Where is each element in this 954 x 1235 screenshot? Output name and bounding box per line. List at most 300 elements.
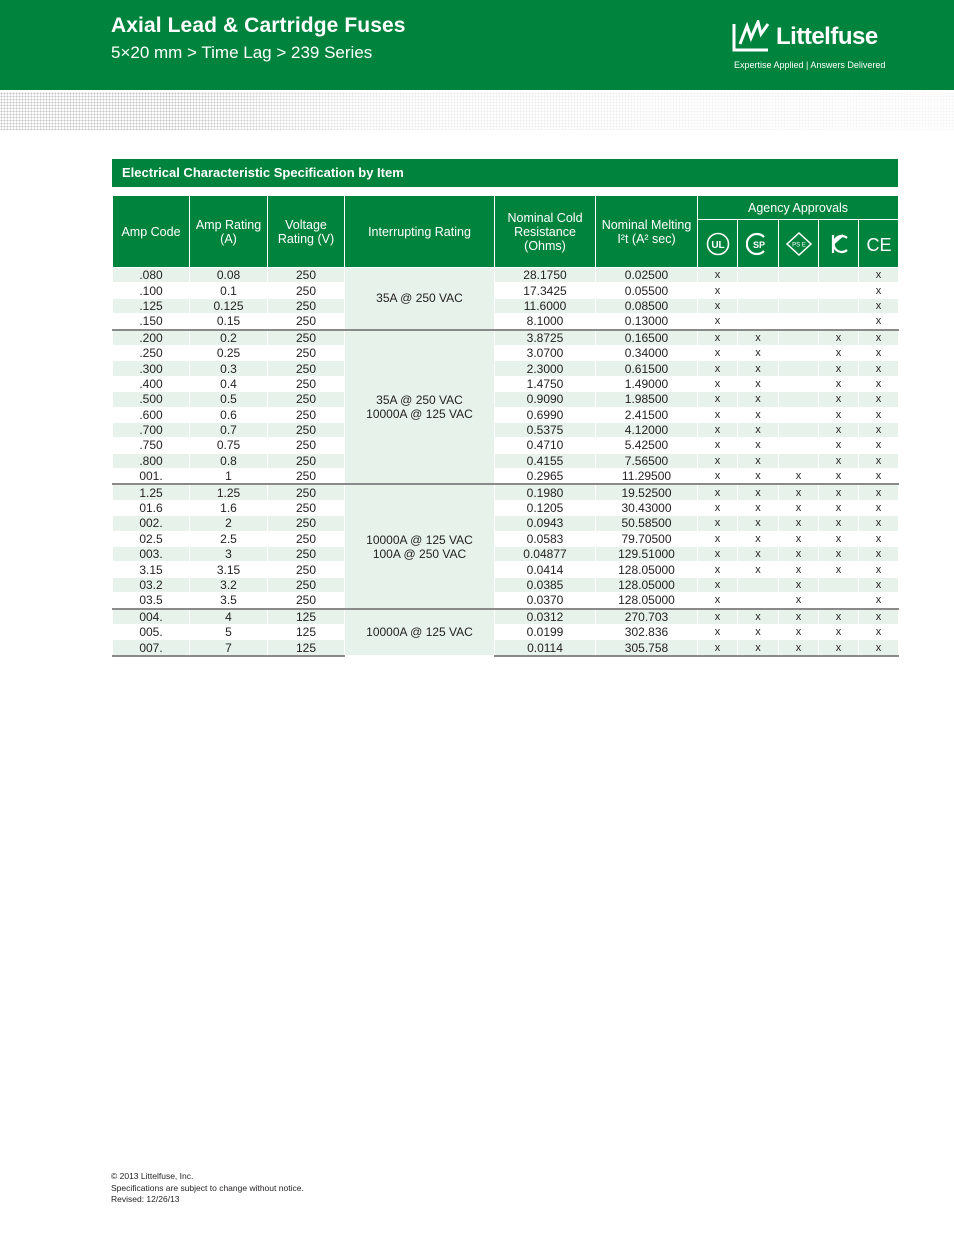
amp-code-cell: 001. xyxy=(113,469,190,485)
amp-code-cell: .750 xyxy=(113,438,190,453)
approval-ce-cell: x xyxy=(859,345,899,360)
table-row xyxy=(113,345,899,360)
littelfuse-logo xyxy=(732,20,902,75)
csa-icon xyxy=(746,232,770,256)
amp-rating-cell: 5 xyxy=(190,624,268,639)
nominal-melting-cell: 30.43000 xyxy=(596,500,698,515)
voltage-rating-cell: 125 xyxy=(268,640,345,656)
approval-ce-cell: x xyxy=(859,531,899,546)
approval-ul-cell: x xyxy=(698,268,738,283)
approval-pse-cell xyxy=(779,268,819,283)
approval-pse-cell: x xyxy=(779,531,819,546)
approval-kc-cell xyxy=(819,268,859,283)
approval-pse-cell xyxy=(779,345,819,360)
amp-rating-cell: 0.8 xyxy=(190,453,268,468)
approval-ul-cell: x xyxy=(698,438,738,453)
approval-kc-cell: x xyxy=(819,562,859,577)
cold-resistance-cell: 17.3425 xyxy=(495,283,596,298)
approval-kc-cell: x xyxy=(819,330,859,346)
agency-csa xyxy=(738,220,779,268)
approval-ce-cell: x xyxy=(859,298,899,313)
agency-ul xyxy=(698,220,738,268)
table-row xyxy=(113,484,899,500)
cold-resistance-cell: 0.0385 xyxy=(495,577,596,592)
approval-ul-cell: x xyxy=(698,453,738,468)
nominal-melting-cell: 5.42500 xyxy=(596,438,698,453)
approval-pse-cell xyxy=(779,361,819,376)
approval-csa-cell: x xyxy=(738,330,779,346)
amp-rating-cell: 4 xyxy=(190,609,268,625)
logo-tagline: Expertise Applied | Answers Delivered xyxy=(734,60,886,70)
approval-pse-cell: x xyxy=(779,484,819,500)
approval-ce-cell: x xyxy=(859,624,899,639)
approval-kc-cell: x xyxy=(819,345,859,360)
ce-icon xyxy=(866,232,892,256)
approval-ce-cell: x xyxy=(859,376,899,391)
header-cold-resistance: Nominal Cold Resistance (Ohms) xyxy=(495,196,596,268)
approval-ce-cell: x xyxy=(859,577,899,592)
page-title: Axial Lead & Cartridge Fuses xyxy=(111,14,406,37)
voltage-rating-cell: 250 xyxy=(268,453,345,468)
nominal-melting-cell: 0.34000 xyxy=(596,345,698,360)
amp-rating-cell: 0.4 xyxy=(190,376,268,391)
approval-kc-cell: x xyxy=(819,361,859,376)
amp-code-cell: .700 xyxy=(113,422,190,437)
ce-text: CE xyxy=(866,234,892,255)
nominal-melting-cell: 128.05000 xyxy=(596,593,698,609)
voltage-rating-cell: 250 xyxy=(268,562,345,577)
approval-ul-cell: x xyxy=(698,624,738,639)
nominal-melting-cell: 4.12000 xyxy=(596,422,698,437)
amp-code-cell: .080 xyxy=(113,268,190,283)
approval-kc-cell: x xyxy=(819,640,859,656)
voltage-rating-cell: 125 xyxy=(268,624,345,639)
approval-ul-cell: x xyxy=(698,422,738,437)
amp-rating-cell: 0.75 xyxy=(190,438,268,453)
nominal-melting-cell: 1.98500 xyxy=(596,392,698,407)
approval-ul-cell: x xyxy=(698,469,738,485)
nominal-melting-cell: 0.05500 xyxy=(596,283,698,298)
approval-csa-cell xyxy=(738,577,779,592)
approval-kc-cell: x xyxy=(819,469,859,485)
approval-kc-cell: x xyxy=(819,438,859,453)
amp-rating-cell: 0.2 xyxy=(190,330,268,346)
amp-rating-cell: 0.5 xyxy=(190,392,268,407)
cold-resistance-cell: 0.0114 xyxy=(495,640,596,656)
approval-csa-cell: x xyxy=(738,392,779,407)
approval-kc-cell xyxy=(819,283,859,298)
approval-csa-cell: x xyxy=(738,640,779,656)
approval-ce-cell: x xyxy=(859,361,899,376)
approval-ul-cell: x xyxy=(698,531,738,546)
approval-csa-cell: x xyxy=(738,422,779,437)
approval-pse-cell xyxy=(779,392,819,407)
approval-csa-cell xyxy=(738,283,779,298)
approval-ce-cell: x xyxy=(859,547,899,562)
cold-resistance-cell: 1.4750 xyxy=(495,376,596,391)
approval-ce-cell: x xyxy=(859,469,899,485)
cold-resistance-cell: 0.0583 xyxy=(495,531,596,546)
table-row xyxy=(113,392,899,407)
approval-pse-cell xyxy=(779,438,819,453)
voltage-rating-cell: 250 xyxy=(268,392,345,407)
amp-code-cell: 004. xyxy=(113,609,190,625)
nominal-melting-cell: 129.51000 xyxy=(596,547,698,562)
cold-resistance-cell: 0.4155 xyxy=(495,453,596,468)
kc-icon xyxy=(827,232,851,256)
interrupting-rating-line: 10000A @ 125 VAC xyxy=(366,407,473,422)
amp-code-cell: .600 xyxy=(113,407,190,422)
voltage-rating-cell: 250 xyxy=(268,469,345,485)
amp-rating-cell: 1 xyxy=(190,469,268,485)
table-row xyxy=(113,298,899,313)
voltage-rating-cell: 250 xyxy=(268,547,345,562)
interrupting-rating-line: 35A @ 250 VAC xyxy=(376,393,463,408)
voltage-rating-cell: 250 xyxy=(268,407,345,422)
approval-kc-cell: x xyxy=(819,609,859,625)
cold-resistance-cell: 0.2965 xyxy=(495,469,596,485)
cold-resistance-cell: 0.0312 xyxy=(495,609,596,625)
nominal-melting-cell: 128.05000 xyxy=(596,577,698,592)
amp-rating-cell: 1.6 xyxy=(190,500,268,515)
amp-code-cell: 03.2 xyxy=(113,577,190,592)
approval-pse-cell: x xyxy=(779,640,819,656)
amp-code-cell: .400 xyxy=(113,376,190,391)
table-row xyxy=(113,422,899,437)
approval-csa-cell xyxy=(738,268,779,283)
approval-ul-cell: x xyxy=(698,593,738,609)
amp-rating-cell: 3.15 xyxy=(190,562,268,577)
cold-resistance-cell: 0.04877 xyxy=(495,547,596,562)
approval-ce-cell: x xyxy=(859,407,899,422)
amp-code-cell: 005. xyxy=(113,624,190,639)
approval-ul-cell: x xyxy=(698,484,738,500)
approval-ul-cell: x xyxy=(698,298,738,313)
pse-text: PS E xyxy=(791,242,806,248)
cold-resistance-cell: 0.1205 xyxy=(495,500,596,515)
approval-kc-cell xyxy=(819,593,859,609)
approval-csa-cell: x xyxy=(738,438,779,453)
cold-resistance-cell: 0.0370 xyxy=(495,593,596,609)
table-row xyxy=(113,562,899,577)
amp-code-cell: .250 xyxy=(113,345,190,360)
decorative-dot-pattern xyxy=(0,92,954,130)
approval-kc-cell xyxy=(819,298,859,313)
amp-rating-cell: 0.1 xyxy=(190,283,268,298)
approval-ul-cell: x xyxy=(698,640,738,656)
section-title: Electrical Characteristic Specification by Item xyxy=(112,159,898,187)
amp-code-cell: 3.15 xyxy=(113,562,190,577)
nominal-melting-cell: 79.70500 xyxy=(596,531,698,546)
approval-kc-cell: x xyxy=(819,376,859,391)
cold-resistance-cell: 3.0700 xyxy=(495,345,596,360)
amp-rating-cell: 3 xyxy=(190,547,268,562)
approval-csa-cell: x xyxy=(738,624,779,639)
approval-ul-cell: x xyxy=(698,500,738,515)
amp-rating-cell: 0.08 xyxy=(190,268,268,283)
approval-pse-cell: x xyxy=(779,562,819,577)
table-row xyxy=(113,283,899,298)
approval-ul-cell: x xyxy=(698,376,738,391)
nominal-melting-cell: 128.05000 xyxy=(596,562,698,577)
approval-ul-cell: x xyxy=(698,609,738,625)
approval-csa-cell: x xyxy=(738,500,779,515)
interrupting-rating-cell xyxy=(345,268,495,330)
approval-kc-cell: x xyxy=(819,392,859,407)
approval-csa-cell: x xyxy=(738,531,779,546)
amp-code-cell: .800 xyxy=(113,453,190,468)
nominal-melting-cell: 305.758 xyxy=(596,640,698,656)
amp-rating-cell: 0.15 xyxy=(190,314,268,330)
nominal-melting-cell: 50.58500 xyxy=(596,516,698,531)
approval-csa-cell xyxy=(738,314,779,330)
amp-rating-cell: 3.5 xyxy=(190,593,268,609)
nominal-melting-cell: 0.16500 xyxy=(596,330,698,346)
amp-code-cell: 02.5 xyxy=(113,531,190,546)
voltage-rating-cell: 250 xyxy=(268,500,345,515)
table-row xyxy=(113,640,899,656)
approval-kc-cell: x xyxy=(819,484,859,500)
table-row xyxy=(113,516,899,531)
interrupting-rating-cell xyxy=(345,484,495,608)
voltage-rating-cell: 250 xyxy=(268,330,345,346)
agency-pse xyxy=(779,220,819,268)
csa-text: SP xyxy=(752,239,766,250)
voltage-rating-cell: 250 xyxy=(268,516,345,531)
interrupting-rating-line: 100A @ 250 VAC xyxy=(372,546,467,561)
ul-icon xyxy=(706,232,730,256)
cold-resistance-cell: 8.1000 xyxy=(495,314,596,330)
header-amp-rating: Amp Rating (A) xyxy=(190,196,268,268)
amp-rating-cell: 0.125 xyxy=(190,298,268,313)
approval-ce-cell: x xyxy=(859,640,899,656)
approval-pse-cell xyxy=(779,422,819,437)
amp-rating-cell: 0.25 xyxy=(190,345,268,360)
amp-rating-cell: 0.7 xyxy=(190,422,268,437)
amp-code-cell: 1.25 xyxy=(113,484,190,500)
approval-csa-cell: x xyxy=(738,484,779,500)
approval-pse-cell xyxy=(779,453,819,468)
cold-resistance-cell: 0.0199 xyxy=(495,624,596,639)
amp-code-cell: 003. xyxy=(113,547,190,562)
cold-resistance-cell: 3.8725 xyxy=(495,330,596,346)
approval-ce-cell: x xyxy=(859,453,899,468)
cold-resistance-cell: 28.1750 xyxy=(495,268,596,283)
header-voltage-rating: Voltage Rating (V) xyxy=(268,196,345,268)
nominal-melting-cell: 2.41500 xyxy=(596,407,698,422)
nominal-melting-cell: 19.52500 xyxy=(596,484,698,500)
voltage-rating-cell: 250 xyxy=(268,314,345,330)
nominal-melting-cell: 0.08500 xyxy=(596,298,698,313)
header-interrupting-rating: Interrupting Rating xyxy=(345,196,495,268)
approval-ul-cell: x xyxy=(698,392,738,407)
approval-kc-cell: x xyxy=(819,453,859,468)
approval-csa-cell: x xyxy=(738,516,779,531)
nominal-melting-cell: 0.61500 xyxy=(596,361,698,376)
cold-resistance-cell: 0.9090 xyxy=(495,392,596,407)
nominal-melting-cell: 270.703 xyxy=(596,609,698,625)
interrupting-rating-cell xyxy=(345,330,495,485)
approval-pse-cell: x xyxy=(779,577,819,592)
cold-resistance-cell: 11.6000 xyxy=(495,298,596,313)
approval-ul-cell: x xyxy=(698,283,738,298)
table-row xyxy=(113,330,899,346)
amp-rating-cell: 2 xyxy=(190,516,268,531)
interrupting-rating-cell xyxy=(345,609,495,656)
approval-kc-cell: x xyxy=(819,516,859,531)
table-row xyxy=(113,547,899,562)
voltage-rating-cell: 250 xyxy=(268,422,345,437)
amp-code-cell: 002. xyxy=(113,516,190,531)
approval-pse-cell xyxy=(779,314,819,330)
approval-kc-cell: x xyxy=(819,547,859,562)
approval-ce-cell: x xyxy=(859,422,899,437)
amp-code-cell: .100 xyxy=(113,283,190,298)
approval-ul-cell: x xyxy=(698,345,738,360)
header-row xyxy=(113,196,899,220)
header-agency-approvals: Agency Approvals xyxy=(698,196,899,220)
nominal-melting-cell: 302.836 xyxy=(596,624,698,639)
approval-csa-cell: x xyxy=(738,609,779,625)
voltage-rating-cell: 250 xyxy=(268,531,345,546)
approval-ce-cell: x xyxy=(859,562,899,577)
approval-kc-cell xyxy=(819,314,859,330)
disclaimer-text: Specifications are subject to change without notice. xyxy=(111,1182,304,1193)
approval-pse-cell xyxy=(779,283,819,298)
approval-kc-cell: x xyxy=(819,624,859,639)
approval-csa-cell: x xyxy=(738,376,779,391)
revision-date: Revised: 12/26/13 xyxy=(111,1194,180,1204)
approval-ul-cell: x xyxy=(698,577,738,592)
approval-csa-cell: x xyxy=(738,547,779,562)
approval-pse-cell: x xyxy=(779,500,819,515)
amp-rating-cell: 1.25 xyxy=(190,484,268,500)
logo-wordmark: Littelfuse xyxy=(776,23,878,50)
approval-ce-cell: x xyxy=(859,330,899,346)
pse-icon xyxy=(786,232,812,256)
approval-pse-cell xyxy=(779,376,819,391)
approval-ce-cell: x xyxy=(859,500,899,515)
table-row xyxy=(113,376,899,391)
voltage-rating-cell: 250 xyxy=(268,283,345,298)
table-row xyxy=(113,624,899,639)
approval-csa-cell xyxy=(738,593,779,609)
cold-resistance-cell: 0.0943 xyxy=(495,516,596,531)
approval-csa-cell: x xyxy=(738,469,779,485)
approval-ce-cell: x xyxy=(859,516,899,531)
nominal-melting-cell: 0.02500 xyxy=(596,268,698,283)
voltage-rating-cell: 125 xyxy=(268,609,345,625)
voltage-rating-cell: 250 xyxy=(268,577,345,592)
approval-kc-cell: x xyxy=(819,422,859,437)
voltage-rating-cell: 250 xyxy=(268,345,345,360)
approval-ul-cell: x xyxy=(698,516,738,531)
approval-csa-cell: x xyxy=(738,562,779,577)
cold-resistance-cell: 0.5375 xyxy=(495,422,596,437)
voltage-rating-cell: 250 xyxy=(268,593,345,609)
agency-kc xyxy=(819,220,859,268)
table-row xyxy=(113,577,899,592)
approval-ce-cell: x xyxy=(859,438,899,453)
approval-pse-cell xyxy=(779,298,819,313)
table-row xyxy=(113,593,899,609)
approval-pse-cell: x xyxy=(779,516,819,531)
ul-text: UL xyxy=(710,239,725,251)
approval-csa-cell xyxy=(738,298,779,313)
amp-rating-cell: 0.3 xyxy=(190,361,268,376)
amp-rating-cell: 2.5 xyxy=(190,531,268,546)
amp-code-cell: .300 xyxy=(113,361,190,376)
page-header xyxy=(0,0,954,90)
amp-code-cell: 01.6 xyxy=(113,500,190,515)
voltage-rating-cell: 250 xyxy=(268,376,345,391)
copyright-text: © 2013 Littelfuse, Inc. xyxy=(111,1171,194,1181)
table-row xyxy=(113,453,899,468)
voltage-rating-cell: 250 xyxy=(268,361,345,376)
amp-code-cell: 007. xyxy=(113,640,190,656)
electrical-spec-table xyxy=(112,195,899,657)
amp-rating-cell: 0.6 xyxy=(190,407,268,422)
approval-pse-cell xyxy=(779,330,819,346)
table-row xyxy=(113,469,899,485)
amp-code-cell: .200 xyxy=(113,330,190,346)
cold-resistance-cell: 0.6990 xyxy=(495,407,596,422)
approval-ce-cell: x xyxy=(859,593,899,609)
table-row xyxy=(113,438,899,453)
cold-resistance-cell: 0.4710 xyxy=(495,438,596,453)
amp-code-cell: .125 xyxy=(113,298,190,313)
cold-resistance-cell: 2.3000 xyxy=(495,361,596,376)
cold-resistance-cell: 0.0414 xyxy=(495,562,596,577)
approval-ce-cell: x xyxy=(859,392,899,407)
approval-ul-cell: x xyxy=(698,407,738,422)
header-melting-unit: I²t (A² sec) xyxy=(617,231,676,246)
table-row xyxy=(113,531,899,546)
interrupting-rating-line: 10000A @ 125 VAC xyxy=(366,532,473,547)
table-row xyxy=(113,407,899,422)
approval-ce-cell: x xyxy=(859,268,899,283)
table-row xyxy=(113,268,899,283)
table-row xyxy=(113,361,899,376)
breadcrumb: 5×20 mm > Time Lag > 239 Series xyxy=(111,43,373,62)
voltage-rating-cell: 250 xyxy=(268,268,345,283)
voltage-rating-cell: 250 xyxy=(268,298,345,313)
approval-kc-cell: x xyxy=(819,500,859,515)
approval-ul-cell: x xyxy=(698,547,738,562)
approval-csa-cell: x xyxy=(738,345,779,360)
voltage-rating-cell: 250 xyxy=(268,484,345,500)
approval-pse-cell: x xyxy=(779,547,819,562)
approval-ce-cell: x xyxy=(859,484,899,500)
approval-pse-cell: x xyxy=(779,624,819,639)
interrupting-rating-line: 10000A @ 125 VAC xyxy=(366,625,473,640)
agency-ce xyxy=(859,220,899,268)
approval-pse-cell: x xyxy=(779,609,819,625)
approval-ul-cell: x xyxy=(698,361,738,376)
approval-kc-cell: x xyxy=(819,407,859,422)
header-nominal-melting xyxy=(596,196,698,268)
approval-pse-cell: x xyxy=(779,469,819,485)
approval-ce-cell: x xyxy=(859,314,899,330)
amp-code-cell: .150 xyxy=(113,314,190,330)
amp-rating-cell: 3.2 xyxy=(190,577,268,592)
table-row xyxy=(113,314,899,330)
page-footer xyxy=(111,1171,304,1206)
voltage-rating-cell: 250 xyxy=(268,438,345,453)
header-melting-main: Nominal Melting xyxy=(601,217,692,232)
approval-ce-cell: x xyxy=(859,283,899,298)
amp-code-cell: 03.5 xyxy=(113,593,190,609)
